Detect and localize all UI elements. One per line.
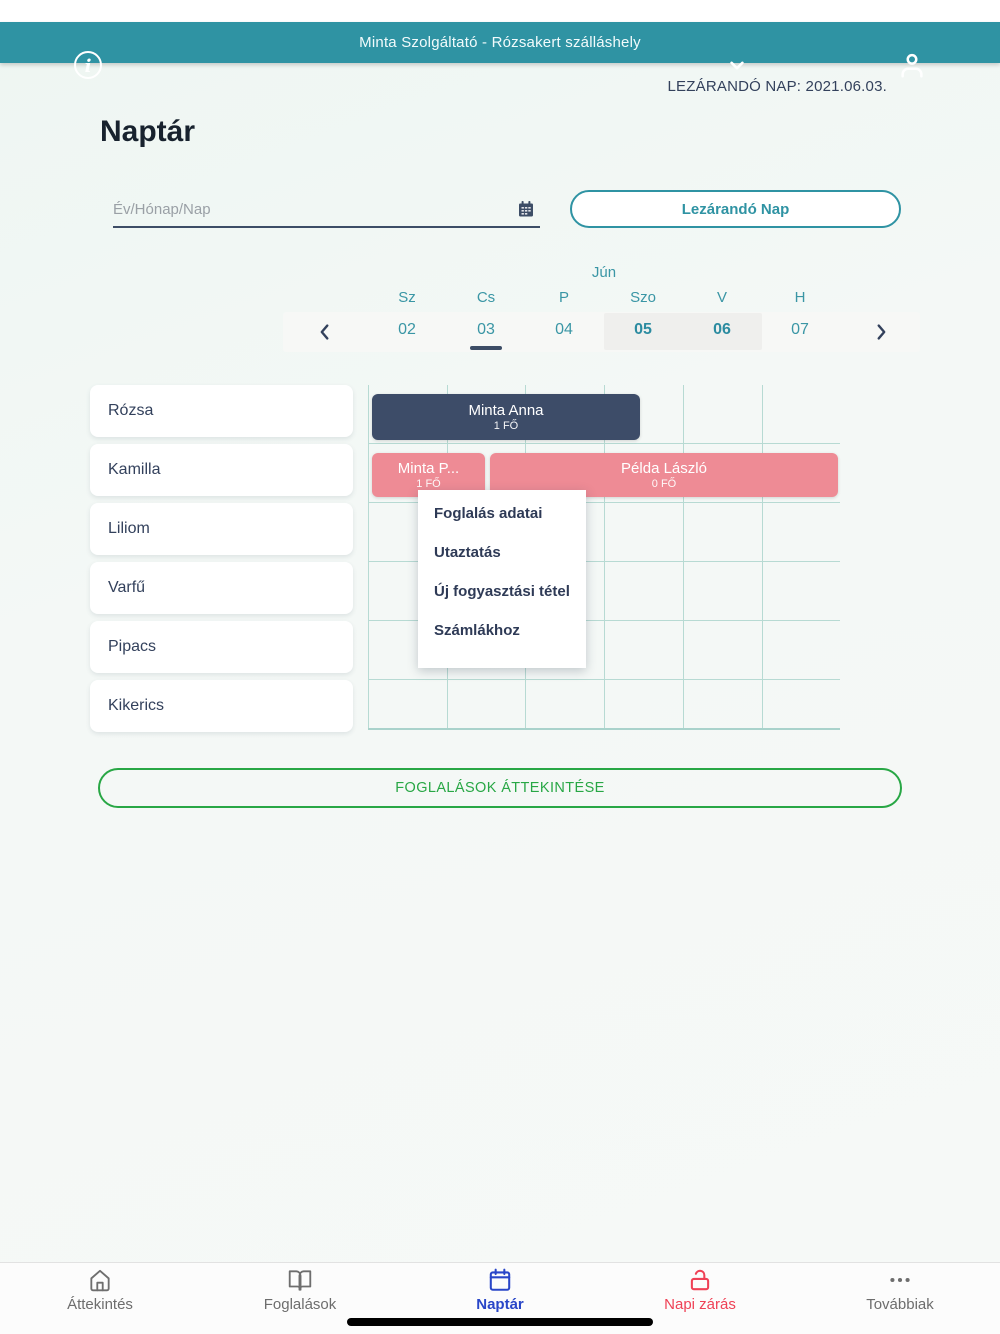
grid-vline <box>683 385 684 729</box>
date-03-selected[interactable]: 03 <box>477 321 495 338</box>
booking-pax: 1 FŐ <box>493 419 519 432</box>
date-05[interactable]: 05 <box>634 321 652 338</box>
calendar-picker-icon[interactable] <box>516 199 536 224</box>
dayname-szo: Szo <box>630 289 656 306</box>
room-card-rozsa[interactable]: Rózsa <box>90 385 353 437</box>
date-02[interactable]: 02 <box>398 321 416 338</box>
selected-date-underline <box>470 346 502 350</box>
tab-label: Naptár <box>476 1296 524 1313</box>
provider-title: Minta Szolgáltató - Rózsakert szálláshely <box>359 34 641 51</box>
user-profile-icon[interactable] <box>894 48 930 82</box>
booking-guest-name: Minta Anna <box>468 401 544 419</box>
grid-hline <box>368 443 840 444</box>
grid-vline <box>762 385 763 729</box>
menu-item-travel[interactable]: Utaztatás <box>434 544 501 561</box>
grid-hline <box>368 679 840 680</box>
svg-text:i: i <box>84 56 92 77</box>
room-card-pipacs[interactable]: Pipacs <box>90 621 353 673</box>
dayname-cs: Cs <box>476 289 496 306</box>
home-icon <box>87 1267 113 1293</box>
dayname-sz: Sz <box>398 289 416 306</box>
chevron-down-icon[interactable] <box>718 51 756 79</box>
chevron-right-icon[interactable] <box>866 318 896 346</box>
page-title: Naptár <box>100 115 196 148</box>
date-07[interactable]: 07 <box>791 321 809 338</box>
tab-tovabbiak[interactable] <box>820 1267 980 1327</box>
menu-item-booking-details[interactable]: Foglalás adatai <box>434 505 543 522</box>
date-04[interactable]: 04 <box>555 321 573 338</box>
tab-label: Áttekintés <box>67 1296 133 1313</box>
booking-pax: 1 FŐ <box>416 477 441 490</box>
chevron-left-icon[interactable] <box>310 318 340 346</box>
booking-guest-name: Példa László <box>621 459 707 477</box>
grid-vline <box>368 385 369 729</box>
closing-day-label: LEZÁRANDÓ NAP: 2021.06.03. <box>667 78 887 95</box>
date-input[interactable] <box>113 192 540 226</box>
ellipsis-icon <box>887 1267 913 1293</box>
menu-item-new-consumption[interactable]: Új fogyasztási tétel <box>434 583 570 600</box>
dayname-p: P <box>558 289 569 306</box>
book-icon <box>287 1267 313 1293</box>
tab-attekintes[interactable] <box>20 1267 180 1327</box>
dayname-h: H <box>794 289 806 306</box>
tab-label: Napi zárás <box>664 1296 736 1313</box>
status-strip <box>0 0 1000 22</box>
date-06[interactable]: 06 <box>713 321 731 338</box>
calendar-icon <box>487 1267 513 1293</box>
closing-day-button[interactable]: Lezárandó Nap <box>570 190 901 228</box>
month-label: Jún <box>591 264 617 281</box>
tab-label: Foglalások <box>263 1296 337 1313</box>
booking-pax: 0 FŐ <box>651 477 677 490</box>
room-card-kikerics[interactable]: Kikerics <box>90 680 353 732</box>
booking-bar-minta-anna[interactable] <box>372 394 640 440</box>
booking-context-menu <box>418 490 586 668</box>
app-header <box>0 22 1000 77</box>
lock-open-icon <box>687 1267 713 1293</box>
room-card-liliom[interactable]: Liliom <box>90 503 353 555</box>
room-card-varfu[interactable]: Varfű <box>90 562 353 614</box>
date-input-wrap <box>113 192 540 228</box>
dayname-v: V <box>716 289 727 306</box>
menu-item-invoices[interactable]: Számlákhoz <box>434 622 520 639</box>
grid-hline-bottom <box>368 728 840 730</box>
booking-guest-name: Minta P... <box>397 459 460 477</box>
tab-label: Továbbiak <box>866 1296 934 1313</box>
home-indicator[interactable] <box>347 1318 653 1326</box>
info-icon[interactable] <box>70 49 106 81</box>
room-card-kamilla[interactable]: Kamilla <box>90 444 353 496</box>
bookings-overview-button[interactable]: FOGLALÁSOK ÁTTEKINTÉSE <box>98 768 902 808</box>
